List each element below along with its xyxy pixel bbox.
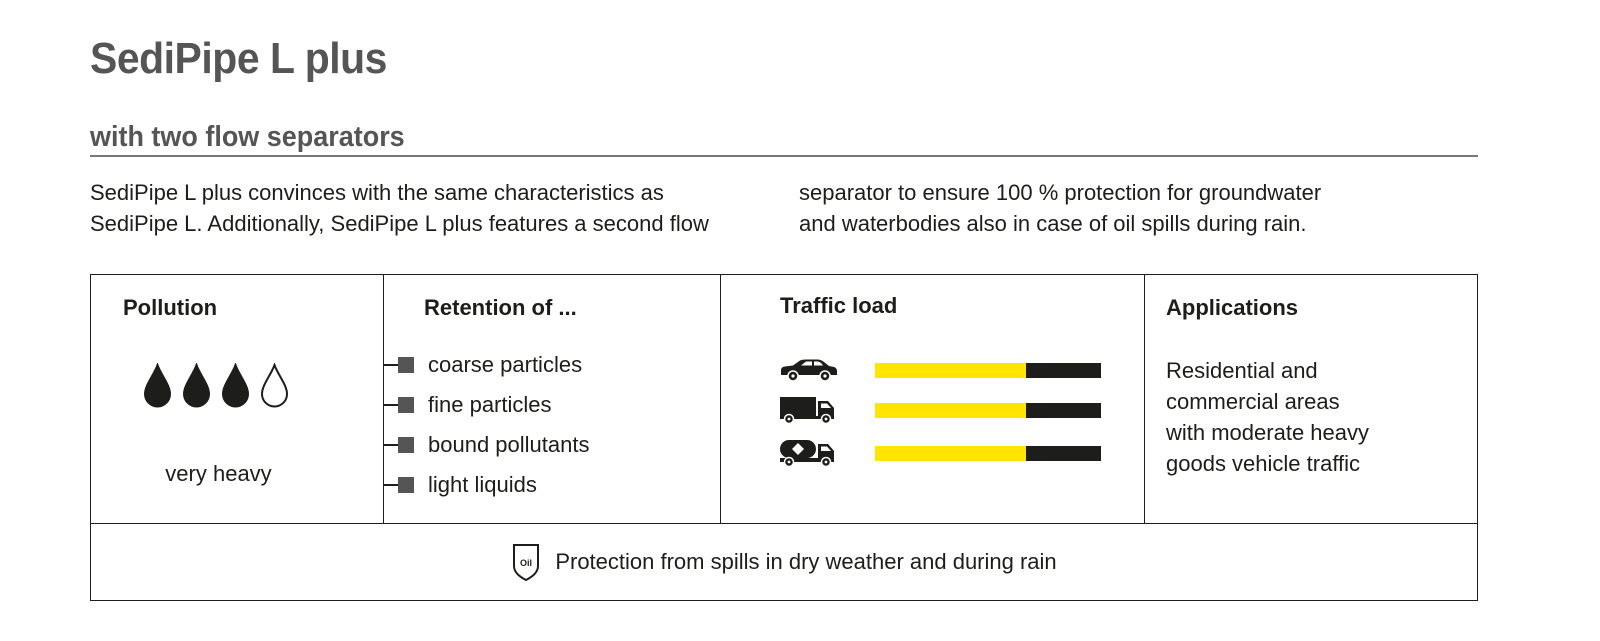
protection-footer xyxy=(91,524,1477,600)
applications-line: goods vehicle traffic xyxy=(1166,451,1361,476)
oil-shield-icon xyxy=(511,542,541,582)
page-title: SediPipe L plus xyxy=(90,34,387,83)
bullet-icon xyxy=(398,357,414,373)
retention-label: fine particles xyxy=(428,392,552,417)
subtitle-divider xyxy=(90,155,1478,157)
intro-column-left xyxy=(90,177,709,239)
drop-icon xyxy=(182,363,211,409)
intro-column-right xyxy=(799,177,1321,239)
traffic-heading: Traffic load xyxy=(780,293,898,318)
pollution-heading: Pollution xyxy=(123,295,218,320)
applications-line: Residential and xyxy=(1166,358,1318,383)
oil-badge-label: Oil xyxy=(520,558,533,568)
traffic-bar-fill xyxy=(875,403,1026,418)
retention-label: coarse particles xyxy=(428,352,583,377)
car-icon xyxy=(779,355,839,385)
applications-text xyxy=(1166,355,1369,479)
bullet-icon xyxy=(398,397,414,413)
column-divider xyxy=(720,275,721,523)
pollution-level: very heavy xyxy=(165,461,272,486)
protection-text: Protection from spills in dry weather and during rain xyxy=(555,549,1057,574)
applications-heading: Applications xyxy=(1166,295,1299,320)
product-info-panel xyxy=(90,274,1478,601)
list-item xyxy=(384,425,589,465)
list-item xyxy=(384,345,589,385)
intro-line: SediPipe L plus convinces with the same characteristics as xyxy=(90,180,664,205)
retention-list xyxy=(384,345,589,505)
applications-line: with moderate heavy xyxy=(1166,420,1369,445)
retention-heading: Retention of ... xyxy=(424,295,577,320)
traffic-bar-tanker xyxy=(875,446,1101,461)
traffic-row-car xyxy=(779,355,839,385)
applications-line: commercial areas xyxy=(1166,389,1340,414)
traffic-row-tanker xyxy=(779,438,839,468)
traffic-row-truck xyxy=(779,395,839,425)
drop-icon xyxy=(143,363,172,409)
intro-line: separator to ensure 100 % protection for groundwater xyxy=(799,180,1322,205)
bullet-icon xyxy=(398,437,414,453)
list-item xyxy=(384,385,589,425)
truck-icon xyxy=(779,395,839,425)
traffic-bar-fill xyxy=(875,363,1026,378)
traffic-bar-car xyxy=(875,363,1101,378)
column-divider xyxy=(1144,275,1145,523)
pollution-drops xyxy=(143,363,289,409)
intro-line: SediPipe L. Additionally, SediPipe L plus features a second flow xyxy=(90,211,709,236)
retention-label: light liquids xyxy=(428,472,537,497)
intro-line: and waterbodies also in case of oil spills during rain. xyxy=(799,211,1307,236)
retention-label: bound pollutants xyxy=(428,432,590,457)
drop-icon xyxy=(260,363,289,409)
traffic-bar-truck xyxy=(875,403,1101,418)
list-item xyxy=(384,465,589,505)
drop-icon xyxy=(221,363,250,409)
page-subtitle: with two flow separators xyxy=(90,121,405,153)
tanker-icon xyxy=(779,438,839,468)
traffic-bar-fill xyxy=(875,446,1026,461)
bullet-icon xyxy=(398,477,414,493)
